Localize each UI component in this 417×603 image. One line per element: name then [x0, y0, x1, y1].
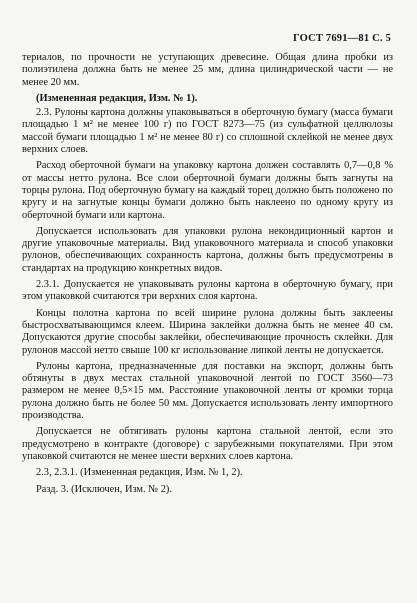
paragraph-gluing: Концы полотна картона по всей ширине рулона должны быть заклеены быстросхватывающимся клеем. Ширина заклейки должна быть не менее 40 см. Допускаются другие способы заклейки, обеспечивающие прочность склейки. Для рулонов массой нетто свыше 100 кг использование липкой ленты не допускается.: [22, 307, 393, 356]
paragraph-continuation: териалов, по прочности не уступающих древесине. Общая длина пробки из полиэтилена должна быть не менее 25 мм, длина цилиндрической части — не менее 20 мм.: [22, 52, 393, 88]
clause-2-3-1: 2.3.1. Допускается не упаковывать рулоны картона в оберточную бумагу, при этом упаковкой считаются три верхних слоя картона.: [22, 279, 393, 303]
document-body: [22, 52, 393, 500]
section-3-excluded: Разд. 3. (Исключен, Изм. № 2).: [36, 483, 172, 495]
page-header: ГОСТ 7691—81 С. 5: [292, 33, 391, 44]
amendment-note: (Измененная редакция, Изм. № 1).: [36, 92, 198, 104]
paragraph-steel-band-exception: Допускается не обтягивать рулоны картона стальной лентой, если это предусмотрено в контракте (договоре) с зарубежными покупателями. При этом упаковкой считаются не менее шести верхних слоев картона.: [22, 426, 393, 462]
clause-2-3: 2.3. Рулоны картона должны упаковываться в оберточную бумагу (масса бумаги площадью 1 м² не менее 100 г) по ГОСТ 8273—75 (из сульфатной целлюлозы массой бумаги площадью 1 м² не менее 80 г) со сплошной склейкой не менее двух верхних слоев.: [22, 107, 393, 156]
paragraph-substandard-packaging: Допускается использовать для упаковки рулона некондиционный картон и другие упаковочные материалы. Вид упаковочного материала и способ упаковки рулонов, обеспечивающих сохранность картона, должны быть предусмотрены в стандартах на продукцию конкретных видов.: [22, 225, 393, 274]
paragraph-export-rolls: Рулоны картона, предназначенные для поставки на экспорт, должны быть обтянуты в двух местах стальной упаковочной лентой по ГОСТ 3560—73 размером не менее 0,5×15 мм. Расстояние упаковочной ленты от кромки торца рулона должно быть не более 50 мм. Допускается использовать ленту импортного производства.: [22, 360, 393, 422]
amendment-note-2-3: 2.3, 2.3.1. (Измененная редакция, Изм. № 1, 2).: [36, 467, 243, 479]
paragraph-wrapping-consumption: Расход оберточной бумаги на упаковку картона должен составлять 0,7—0,8 % от массы нетто рулона. Все слои оберточной бумаги должны быть загнуты на торцы рулона. Под оберточную бумагу на каждый торец должно быть положено по кругу и на загнутые концы бумаги должно быть наклеено по одному кругу из оберточной бумаги или картона.: [22, 160, 393, 221]
